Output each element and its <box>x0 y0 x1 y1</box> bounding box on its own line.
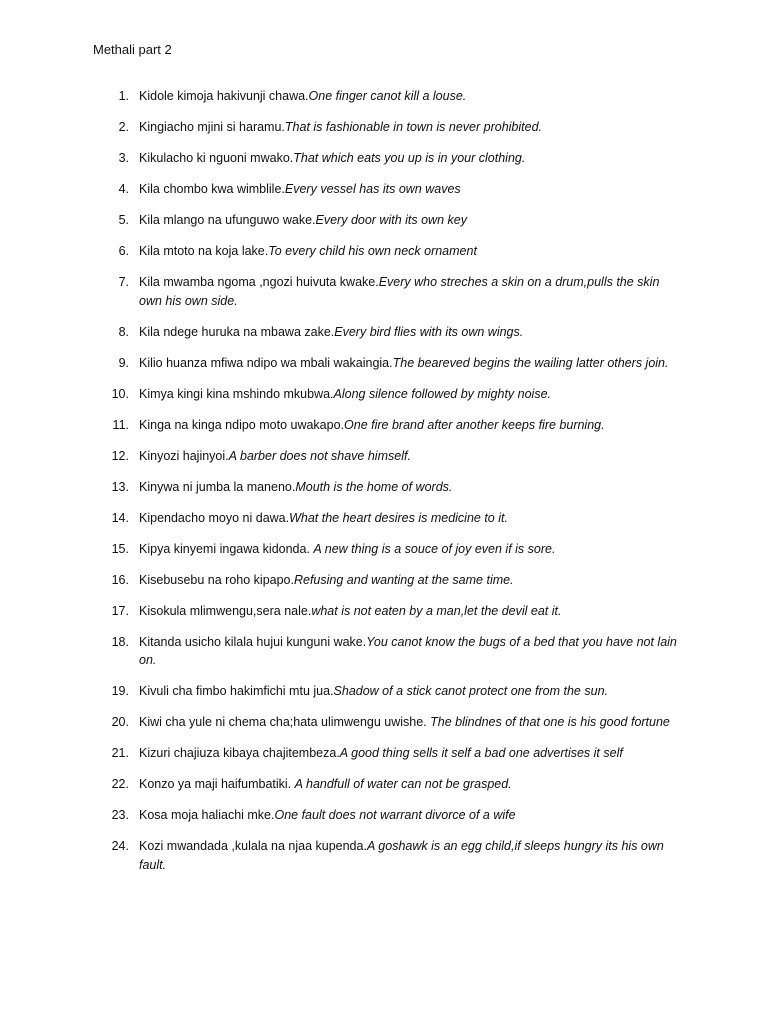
list-item <box>0 806 768 825</box>
proverb-english: A new thing is a souce of joy even if is sore. <box>313 541 556 556</box>
proverb-swahili: Kizuri chajiuza kibaya chajitembeza. <box>139 746 340 760</box>
list-item <box>0 323 768 342</box>
proverb-english: Every bird flies with its own wings. <box>334 324 524 339</box>
proverb-swahili: Kosa moja haliachi mke. <box>139 808 275 822</box>
list-item-number: 24. <box>111 839 129 853</box>
proverb-english: To every child his own neck ornament <box>268 244 477 258</box>
list-item <box>0 87 768 106</box>
proverb-swahili: Kinywa ni jumba la maneno. <box>139 479 296 494</box>
list-item-number: 18. <box>111 634 129 649</box>
list-item <box>0 118 768 137</box>
proverb-english: What the heart desires is medicine to it. <box>289 510 508 525</box>
list-item <box>0 242 768 261</box>
list-item-number: 4. <box>118 182 129 196</box>
proverb-swahili: Kila mlango na ufunguwo wake. <box>139 213 316 227</box>
proverb-swahili: Kingiacho mjini si haramu. <box>139 120 285 134</box>
proverb-english: One finger canot kill a louse. <box>308 89 467 103</box>
proverb-swahili: Kitanda usicho kilala hujui kunguni wake. <box>139 634 367 649</box>
list-item-number: 9. <box>118 355 129 370</box>
proverb-swahili: Kivuli cha fimbo hakimfichi mtu jua. <box>139 684 334 698</box>
proverb-english: Every vessel has its own waves <box>284 182 461 196</box>
proverb-english: A handfull of water can not be grasped. <box>294 777 512 791</box>
list-item-number: 20. <box>111 715 129 729</box>
list-item-number: 17. <box>111 603 129 618</box>
list-item <box>0 509 768 528</box>
proverb-swahili: Kimya kingi kina mshindo mkubwa. <box>139 386 334 401</box>
list-item-number: 6. <box>118 244 129 258</box>
proverb-swahili: Kisebusebu na roho kipapo. <box>139 572 294 587</box>
list-item <box>0 744 768 763</box>
list-item <box>0 385 768 404</box>
list-item <box>0 149 768 168</box>
list-item-number: 10. <box>111 386 129 401</box>
proverb-swahili: Kinga na kinga ndipo moto uwakapo. <box>139 417 345 432</box>
proverb-swahili: Kila chombo kwa wimblile. <box>139 182 285 196</box>
proverb-english: Every who streches a skin on a drum,pulls the skin own his own side. <box>139 275 660 308</box>
list-item-number: 3. <box>118 151 129 165</box>
list-item <box>0 273 768 310</box>
proverb-english: what is not eaten by a man,let the devil eat it. <box>311 603 562 618</box>
list-item <box>0 478 768 497</box>
list-item-number: 5. <box>118 213 129 227</box>
list-item <box>0 713 768 732</box>
proverb-swahili: Kipendacho moyo ni dawa. <box>139 510 290 525</box>
list-item <box>0 447 768 466</box>
proverb-english: You canot know the bugs of a bed that you have not lain on. <box>139 634 677 667</box>
list-item-number: 16. <box>111 572 129 587</box>
proverb-list <box>0 87 768 887</box>
proverb-english: A barber does not shave himself. <box>228 448 411 463</box>
list-item <box>0 540 768 559</box>
proverb-swahili: Kilio huanza mfiwa ndipo wa mbali wakaingia. <box>139 355 393 370</box>
list-item-number: 15. <box>111 541 129 556</box>
proverb-english: A good thing sells it self a bad one advertises it self <box>339 746 623 760</box>
proverb-english: One fire brand after another keeps fire burning. <box>344 417 605 432</box>
proverb-swahili: Kidole kimoja hakivunji chawa. <box>139 89 309 103</box>
list-item-number: 11. <box>112 417 129 432</box>
list-item <box>0 633 768 670</box>
proverb-english: A goshawk is an egg child,if sleeps hungry its his own fault. <box>139 839 664 872</box>
proverb-english: One fault does not warrant divorce of a wife <box>274 808 516 822</box>
list-item <box>0 180 768 199</box>
list-item <box>0 837 768 874</box>
proverb-english: Along silence followed by mighty noise. <box>333 386 552 401</box>
document-title: Methali part 2 <box>93 42 172 57</box>
proverb-english: The beareved begins the wailing latter others join. <box>392 355 669 370</box>
list-item <box>0 211 768 230</box>
list-item <box>0 602 768 621</box>
proverb-swahili: Konzo ya maji haifumbatiki. <box>139 777 295 791</box>
list-item-number: 8. <box>118 324 129 339</box>
proverb-english: The blindnes of that one is his good fortune <box>430 715 670 729</box>
list-item <box>0 416 768 435</box>
list-item-number: 13. <box>111 479 129 494</box>
proverb-swahili: Kozi mwandada ,kulala na njaa kupenda. <box>139 839 367 853</box>
list-item-number: 23. <box>111 808 129 822</box>
list-item-number: 14. <box>111 510 129 525</box>
proverb-english: Refusing and wanting at the same time. <box>293 572 514 587</box>
proverb-swahili: Kiwi cha yule ni chema cha;hata ulimwengu uwishe. <box>139 715 431 729</box>
proverb-swahili: Kila ndege huruka na mbawa zake. <box>139 324 335 339</box>
list-item <box>0 571 768 590</box>
proverb-english: Every door with its own key <box>315 213 467 227</box>
list-item-number: 1. <box>118 89 129 103</box>
list-item <box>0 354 768 373</box>
proverb-swahili: Kikulacho ki nguoni mwako. <box>139 151 294 165</box>
list-item-number: 19. <box>111 684 129 698</box>
proverb-english: Shadow of a stick canot protect one from the sun. <box>333 684 608 698</box>
proverb-english: Mouth is the home of words. <box>295 479 453 494</box>
list-item-number: 22. <box>111 777 129 791</box>
list-item <box>0 775 768 794</box>
list-item-number: 2. <box>118 120 129 134</box>
proverb-swahili: Kisokula mlimwengu,sera nale. <box>139 603 312 618</box>
list-item-number: 12. <box>111 448 129 463</box>
proverb-english: That which eats you up is in your clothing. <box>293 151 526 165</box>
proverb-swahili: Kila mtoto na koja lake. <box>139 244 269 258</box>
list-item-number: 21. <box>111 746 129 760</box>
proverb-swahili: Kila mwamba ngoma ,ngozi huivuta kwake. <box>139 275 379 289</box>
list-item <box>0 682 768 701</box>
list-item-number: 7. <box>118 275 129 289</box>
proverb-swahili: Kipya kinyemi ingawa kidonda. <box>139 541 314 556</box>
proverb-english: That is fashionable in town is never prohibited. <box>284 120 542 134</box>
proverb-swahili: Kinyozi hajinyoi. <box>139 448 229 463</box>
